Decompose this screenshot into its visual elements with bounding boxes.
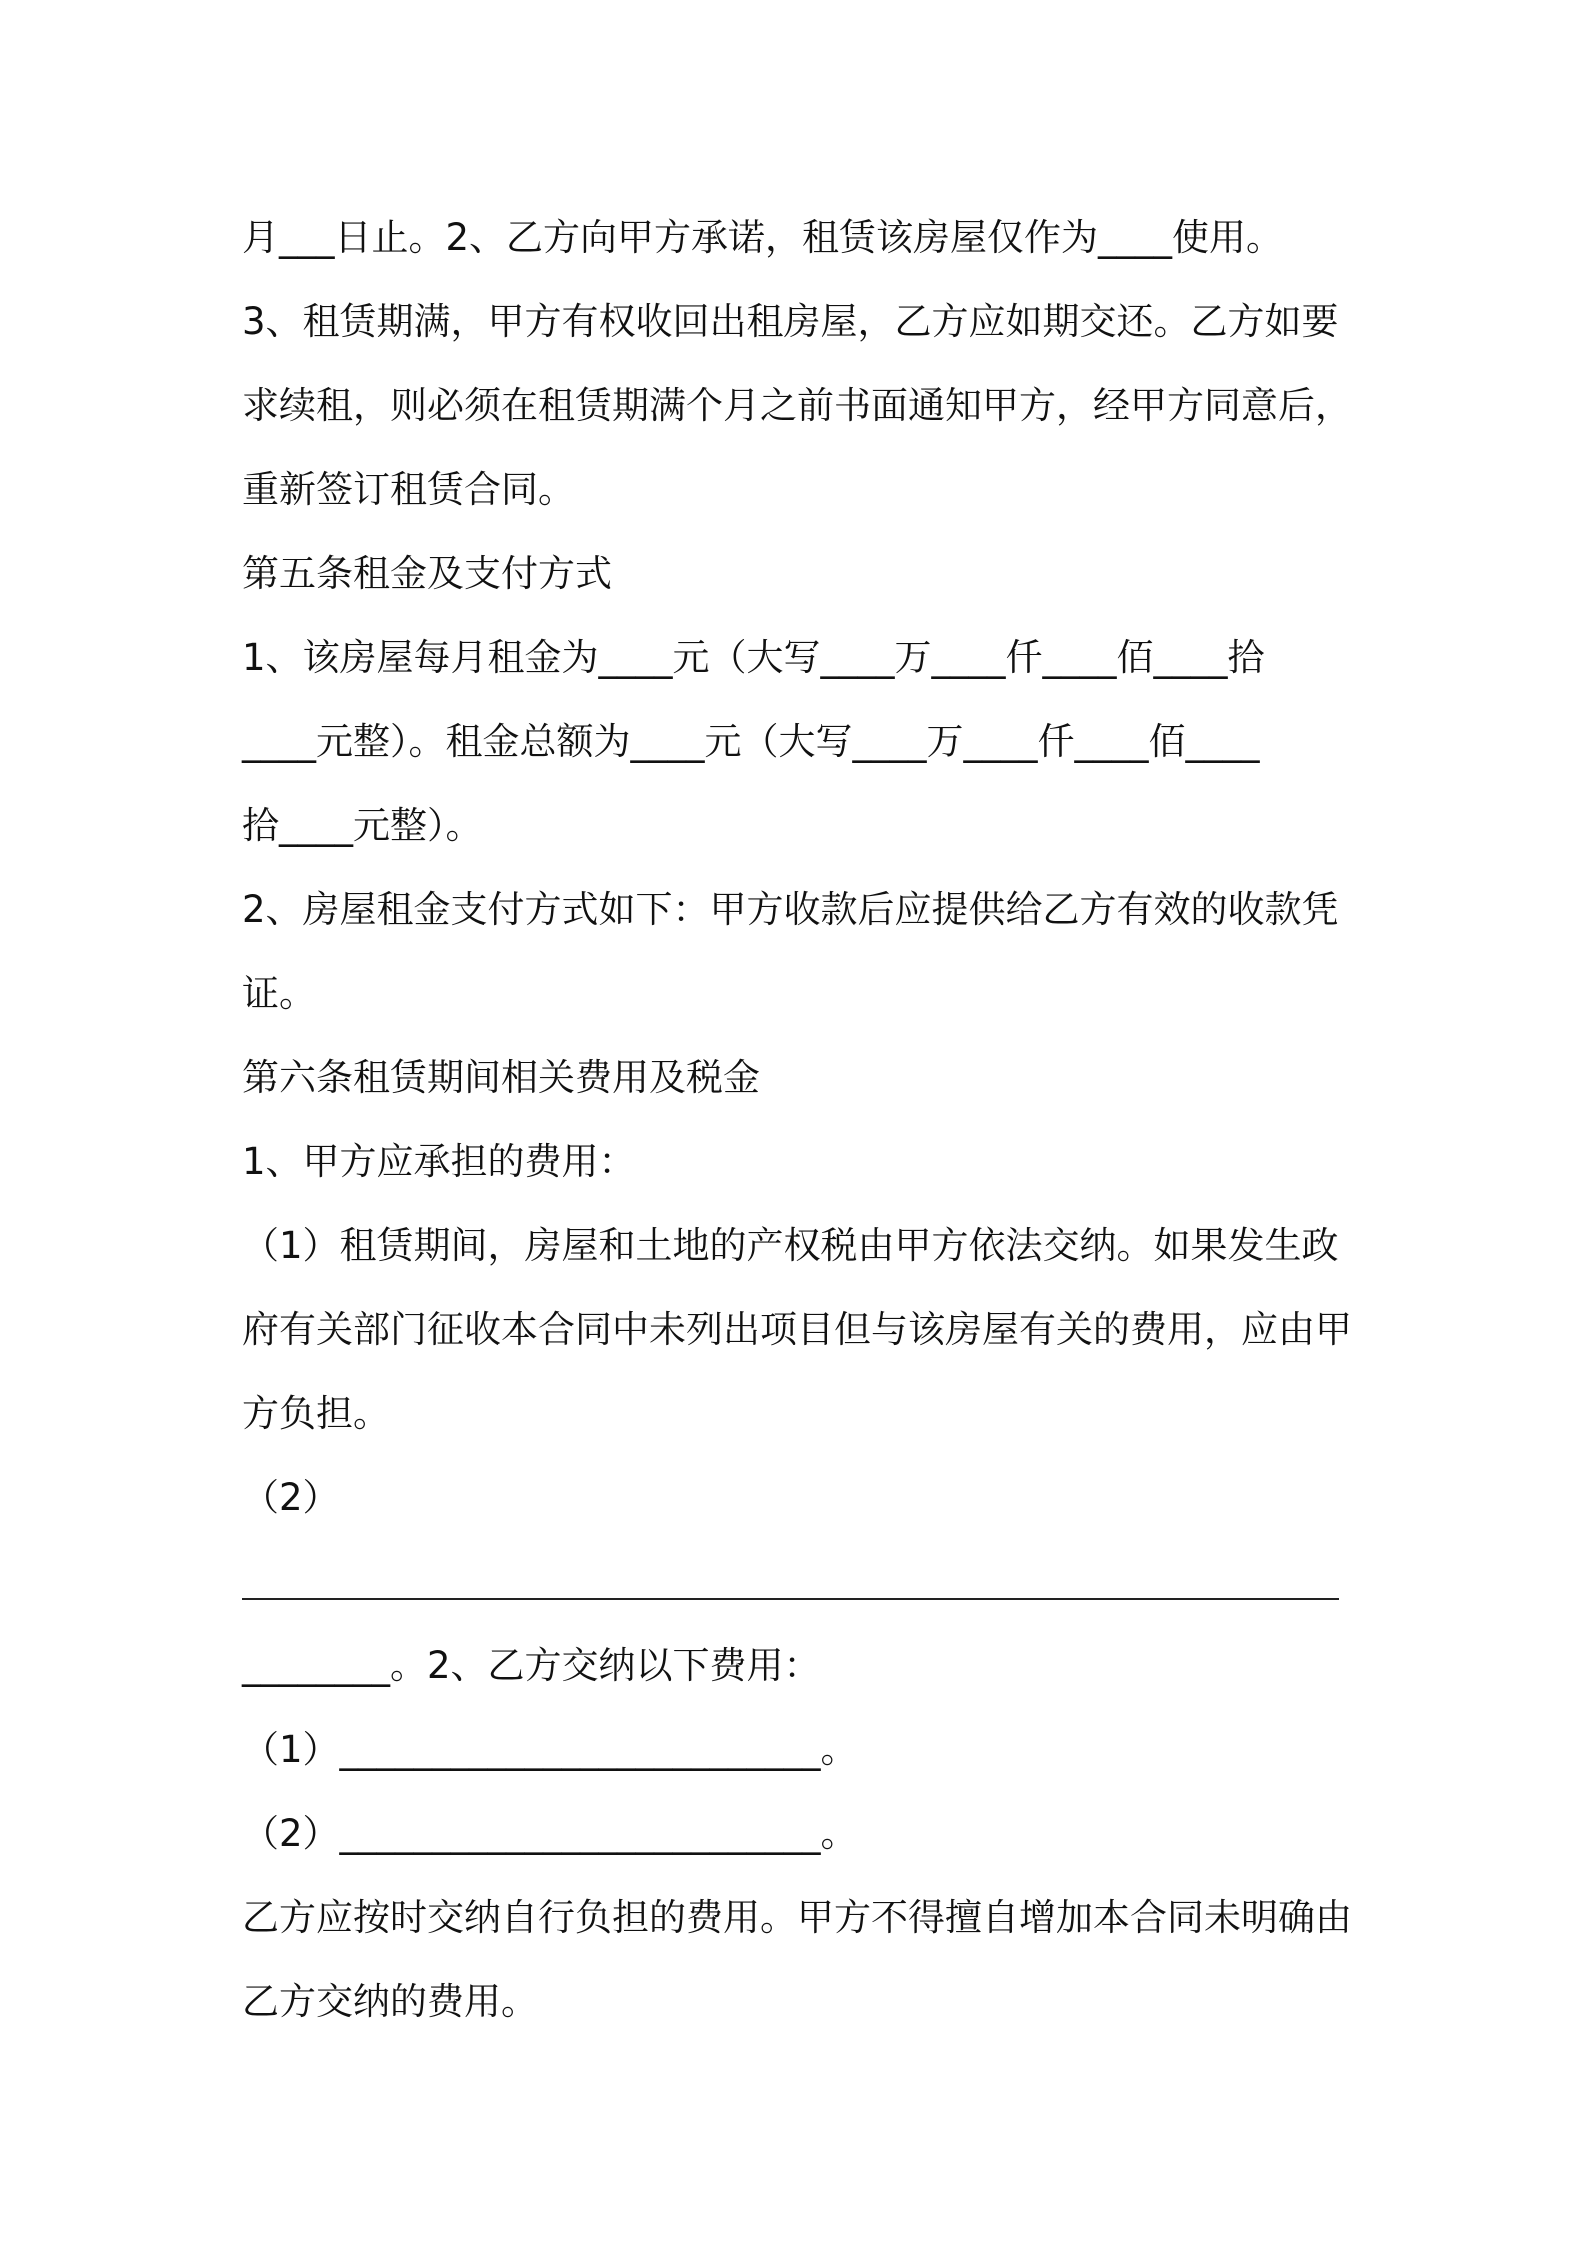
text-line-7: ____元整）。租金总额为____元（大写____万____仟____佰____ bbox=[242, 720, 1260, 763]
text-line-9: 2、房屋租金支付方式如下：甲方收款后应提供给乙方有效的收款凭 bbox=[242, 888, 1339, 931]
text-line-13: （1）租赁期间，房屋和土地的产权税由甲方依法交纳。如果发生政 bbox=[242, 1224, 1339, 1267]
text-line-10: 证。 bbox=[242, 972, 316, 1015]
text-line-18: ________。2、乙方交纳以下费用： bbox=[242, 1644, 821, 1687]
text-line-3: 求续租，则必须在租赁期满个月之前书面通知甲方，经甲方同意后， bbox=[242, 384, 1352, 427]
text-line-14: 府有关部门征收本合同中未列出项目但与该房屋有关的费用，应由甲 bbox=[242, 1308, 1352, 1351]
text-line-22: 乙方交纳的费用。 bbox=[242, 1980, 538, 2023]
text-line-19: （1）__________________________。 bbox=[242, 1728, 858, 1771]
text-line-8: 拾____元整）。 bbox=[242, 804, 483, 847]
text-line-12: 1、甲方应承担的费用： bbox=[242, 1140, 636, 1183]
text-line-2: 3、租赁期满，甲方有权收回出租房屋，乙方应如期交还。乙方如要 bbox=[242, 300, 1339, 343]
text-line-6: 1、该房屋每月租金为____元（大写____万____仟____佰____拾 bbox=[242, 636, 1265, 679]
text-line-1: 月___日止。2、乙方向甲方承诺，租赁该房屋仅作为____使用。 bbox=[242, 216, 1284, 259]
document-body bbox=[242, 196, 1362, 2044]
text-line-15: 方负担。 bbox=[242, 1392, 390, 1435]
section-heading-6: 第六条租赁期间相关费用及税金 bbox=[242, 1056, 760, 1099]
underline-rule bbox=[242, 1598, 1339, 1600]
text-line-4: 重新签订租赁合同。 bbox=[242, 468, 575, 511]
section-heading-5: 第五条租金及支付方式 bbox=[242, 552, 612, 595]
text-line-21: 乙方应按时交纳自行负担的费用。甲方不得擅自增加本合同未明确由 bbox=[242, 1896, 1352, 1939]
text-line-20: （2）__________________________。 bbox=[242, 1812, 858, 1855]
text-line-16: （2） bbox=[242, 1476, 340, 1519]
blank-fill-line bbox=[242, 1540, 1362, 1624]
